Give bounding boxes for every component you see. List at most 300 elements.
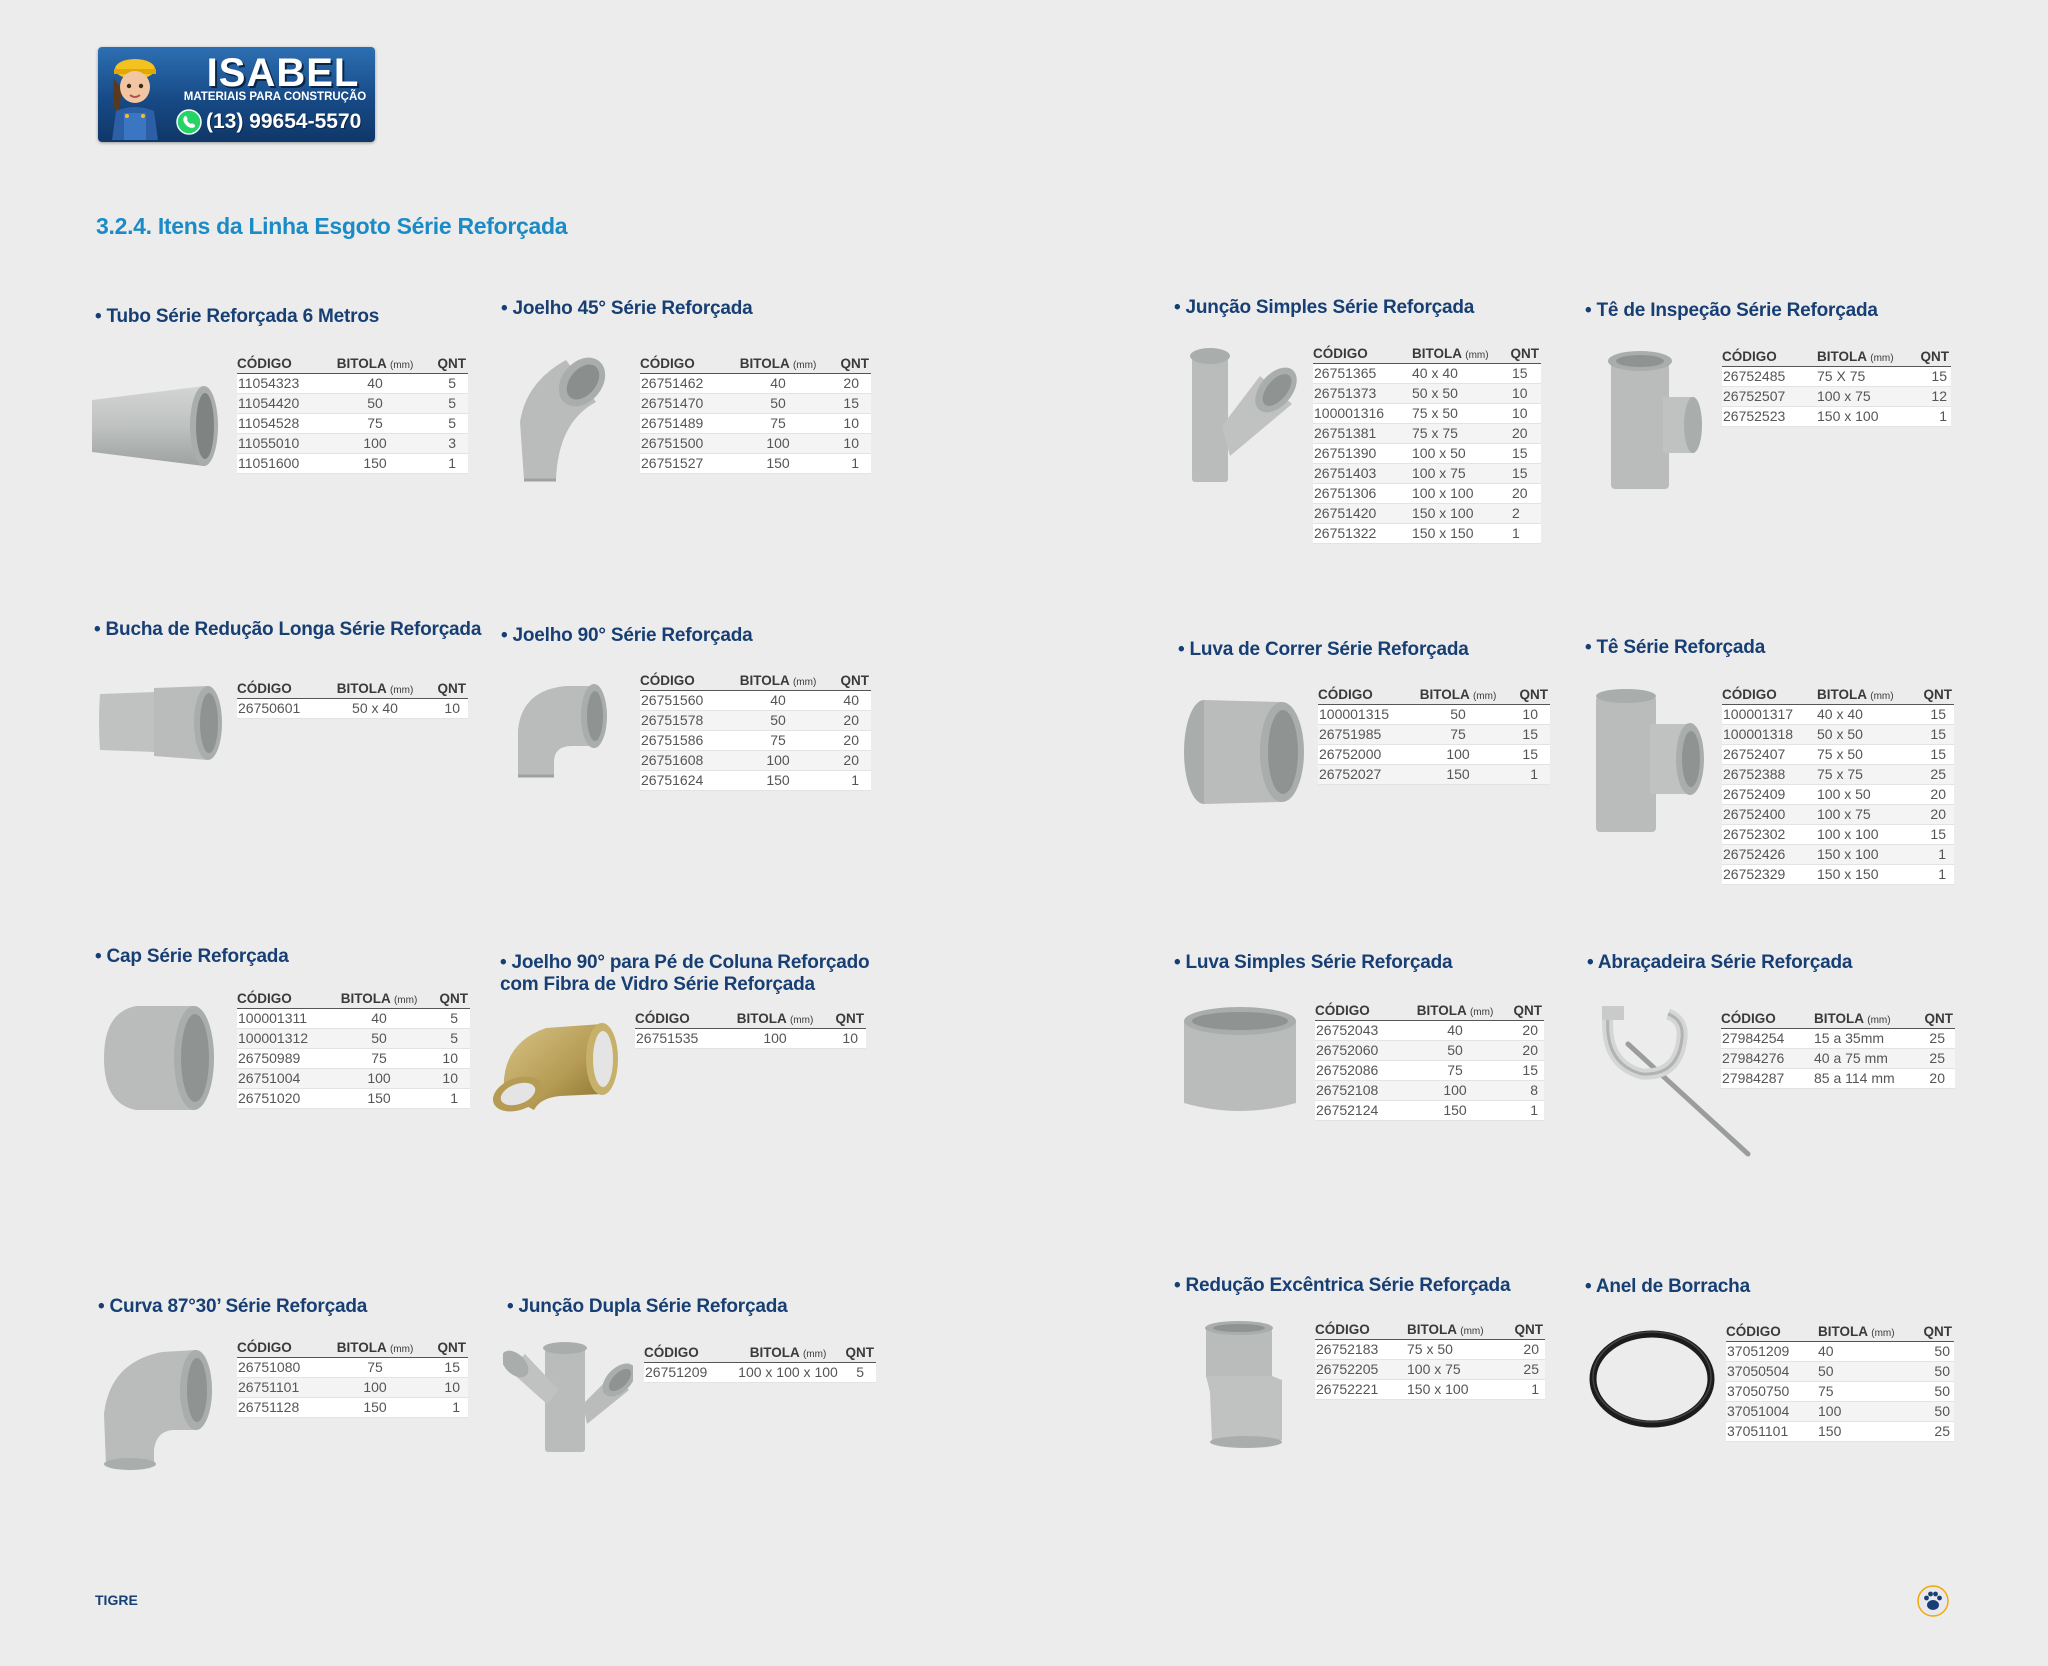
gauge-cell: 100 — [1818, 1402, 1914, 1422]
code-cell: 11054528 — [237, 414, 325, 434]
gauge-cell: 75 x 50 — [1412, 404, 1508, 424]
product-title-te: • Tê Série Reforçada — [1585, 637, 1766, 658]
col-code: CÓDIGO — [1721, 1010, 1814, 1029]
col-unit: (mm) — [1460, 1326, 1484, 1337]
code-cell: 26752086 — [1315, 1061, 1405, 1081]
spec-table — [640, 672, 871, 791]
qty-cell: 20 — [1505, 1041, 1544, 1061]
table-row — [640, 414, 871, 434]
gauge-cell: 50 — [325, 394, 425, 414]
col-unit: (mm) — [1870, 353, 1894, 364]
code-cell: 26751004 — [237, 1069, 331, 1089]
table-row — [1721, 1049, 1955, 1069]
table-row — [237, 414, 468, 434]
col-unit: (mm) — [1465, 350, 1489, 361]
product-title-curva: • Curva 87°30’ Série Reforçada — [98, 1296, 368, 1317]
spec-table — [1722, 348, 1951, 427]
gauge-cell: 150 x 150 — [1412, 524, 1508, 544]
code-cell: 26752409 — [1722, 785, 1817, 805]
code-cell: 26752485 — [1722, 367, 1817, 387]
gauge-cell: 50 x 40 — [325, 699, 425, 719]
col-qty: QNT — [844, 1344, 876, 1363]
gauge-cell: 150 — [1406, 765, 1510, 785]
gauge-cell: 150 x 100 — [1817, 407, 1915, 427]
gauge-cell: 75 x 50 — [1817, 745, 1915, 765]
table-row — [237, 454, 468, 474]
col-gauge: BITOLA — [739, 356, 790, 371]
table-row — [1722, 765, 1954, 785]
code-cell: 26752124 — [1315, 1101, 1405, 1121]
gauge-cell: 75 — [325, 1358, 425, 1378]
gauge-cell: 40 x 40 — [1412, 364, 1508, 384]
col-qty: QNT — [425, 1339, 468, 1358]
qty-cell: 1 — [425, 1398, 468, 1418]
table-row — [237, 394, 468, 414]
product-title-joelho-90: • Joelho 90° Série Reforçada — [501, 625, 753, 646]
qty-cell: 20 — [1508, 424, 1541, 444]
code-cell: 26751500 — [640, 434, 728, 454]
table-row — [1313, 424, 1541, 444]
product-title-juncao-simples: • Junção Simples Série Reforçada — [1174, 297, 1475, 318]
table-row — [1722, 805, 1954, 825]
qty-cell: 1 — [828, 454, 871, 474]
spec-table — [1726, 1323, 1954, 1442]
code-cell: 37051101 — [1726, 1422, 1818, 1442]
table-row — [640, 711, 871, 731]
gauge-cell: 75 X 75 — [1817, 367, 1915, 387]
slip-coupling-icon — [1182, 694, 1308, 810]
simple-coupling-icon — [1180, 1003, 1302, 1121]
qty-cell: 50 — [1914, 1362, 1954, 1382]
code-cell: 26750989 — [237, 1049, 331, 1069]
code-cell: 26752302 — [1722, 825, 1817, 845]
qty-cell: 20 — [1505, 1021, 1544, 1041]
gauge-cell: 75 — [1406, 725, 1510, 745]
table-row — [640, 454, 871, 474]
table-row — [1315, 1041, 1544, 1061]
table-row — [1726, 1402, 1954, 1422]
code-cell: 26751578 — [640, 711, 728, 731]
product-title-luva-simples: • Luva Simples Série Reforçada — [1174, 952, 1453, 973]
table-row — [1722, 745, 1954, 765]
gauge-cell: 100 — [1406, 745, 1510, 765]
col-code: CÓDIGO — [635, 1010, 727, 1029]
code-cell: 27984287 — [1721, 1069, 1814, 1089]
col-unit: (mm) — [802, 1349, 827, 1360]
qty-cell: 3 — [425, 434, 468, 454]
gauge-cell: 40 a 75 mm — [1814, 1049, 1918, 1069]
col-gauge: BITOLA — [1817, 349, 1867, 364]
tiger-paw-icon — [1917, 1585, 1949, 1617]
product-title-cap: • Cap Série Reforçada — [95, 946, 289, 967]
spec-table — [1318, 686, 1550, 785]
spec-table — [237, 1339, 468, 1418]
product-title-te-inspecao: • Tê de Inspeção Série Reforçada — [1585, 300, 1878, 321]
gauge-cell: 100 x 75 — [1817, 805, 1915, 825]
table-row — [237, 1069, 470, 1089]
qty-cell: 10 — [828, 414, 871, 434]
col-code: CÓDIGO — [1315, 1002, 1405, 1021]
gauge-cell: 150 — [325, 1398, 425, 1418]
qty-cell: 20 — [828, 711, 871, 731]
qty-cell: 10 — [425, 699, 468, 719]
qty-cell: 15 — [1915, 745, 1954, 765]
code-cell: 26752205 — [1315, 1360, 1407, 1380]
code-cell: 26751560 — [640, 691, 728, 711]
qty-cell: 15 — [1508, 464, 1541, 484]
spec-table — [644, 1344, 876, 1383]
qty-cell: 1 — [425, 454, 468, 474]
col-qty: QNT — [823, 1010, 866, 1029]
col-code: CÓDIGO — [1722, 686, 1817, 705]
qty-cell: 15 — [425, 1358, 468, 1378]
table-row — [1722, 865, 1954, 885]
table-row — [640, 394, 871, 414]
table-row — [237, 1049, 470, 1069]
gauge-cell: 100 — [728, 434, 828, 454]
qty-cell: 1 — [1915, 407, 1951, 427]
product-title-juncao-dupla: • Junção Dupla Série Reforçada — [507, 1296, 788, 1317]
table-row — [1313, 444, 1541, 464]
spec-table — [237, 990, 470, 1109]
code-cell: 37050504 — [1726, 1362, 1818, 1382]
code-cell: 100001312 — [237, 1029, 331, 1049]
col-unit: (mm) — [1871, 1328, 1895, 1339]
qty-cell: 2 — [1508, 504, 1541, 524]
gauge-cell: 100 — [728, 751, 828, 771]
col-unit: (mm) — [1469, 1007, 1494, 1018]
gauge-cell: 150 — [728, 771, 828, 791]
qty-cell: 5 — [425, 394, 468, 414]
gauge-cell: 150 — [1818, 1422, 1914, 1442]
qty-cell: 25 — [1918, 1029, 1955, 1049]
eccentric-reducer-icon — [1198, 1320, 1292, 1448]
table-row — [640, 731, 871, 751]
qty-cell: 5 — [844, 1363, 876, 1383]
code-cell: 26752388 — [1722, 765, 1817, 785]
tee-fitting-icon — [1590, 688, 1708, 836]
gauge-cell: 100 — [1405, 1081, 1505, 1101]
code-cell: 26752407 — [1722, 745, 1817, 765]
elbow-90-icon — [514, 680, 614, 780]
col-code: CÓDIGO — [237, 990, 331, 1009]
code-cell: 26751624 — [640, 771, 728, 791]
code-cell: 26750601 — [237, 699, 325, 719]
gauge-cell: 50 x 50 — [1817, 725, 1915, 745]
gauge-cell: 100 x 50 — [1412, 444, 1508, 464]
code-cell: 26752523 — [1722, 407, 1817, 427]
col-unit: (mm) — [792, 360, 817, 371]
reducer-bushing-icon — [96, 680, 230, 766]
col-unit: (mm) — [792, 677, 817, 688]
qty-cell: 10 — [823, 1029, 866, 1049]
qty-cell: 5 — [425, 374, 468, 394]
gauge-cell: 75 x 75 — [1412, 424, 1508, 444]
product-title-anel-borracha: • Anel de Borracha — [1585, 1276, 1750, 1297]
col-gauge: BITOLA — [736, 1011, 787, 1026]
gauge-cell: 100 — [325, 1378, 425, 1398]
table-row — [640, 751, 871, 771]
gauge-cell: 75 — [728, 414, 828, 434]
qty-cell: 20 — [1918, 1069, 1955, 1089]
gauge-cell: 40 — [1818, 1342, 1914, 1362]
spec-table — [1722, 686, 1954, 885]
gauge-cell: 100 x 100 — [1412, 484, 1508, 504]
gauge-cell: 100 x 50 — [1817, 785, 1915, 805]
col-qty: QNT — [1914, 1323, 1954, 1342]
section-title: 3.2.4. Itens da Linha Esgoto Série Reforçada — [96, 213, 568, 239]
code-cell: 26751128 — [237, 1398, 325, 1418]
code-cell: 26751365 — [1313, 364, 1412, 384]
table-row — [237, 1398, 468, 1418]
gauge-cell: 15 a 35mm — [1814, 1029, 1918, 1049]
table-row — [640, 771, 871, 791]
qty-cell: 1 — [1510, 765, 1550, 785]
col-gauge: BITOLA — [749, 1345, 800, 1360]
col-code: CÓDIGO — [1318, 686, 1406, 705]
table-row — [1726, 1382, 1954, 1402]
code-cell: 26751535 — [635, 1029, 727, 1049]
table-row — [1313, 464, 1541, 484]
gauge-cell: 50 — [728, 394, 828, 414]
product-title-joelho-pe-coluna: • Joelho 90° para Pé de Coluna Reforçado — [500, 952, 870, 973]
table-row — [237, 434, 468, 454]
code-cell: 26752000 — [1318, 745, 1406, 765]
table-row — [1726, 1342, 1954, 1362]
table-row — [1315, 1021, 1544, 1041]
gauge-cell: 75 x 50 — [1407, 1340, 1505, 1360]
gauge-cell: 50 — [1406, 705, 1510, 725]
gauge-cell: 150 x 100 — [1817, 845, 1915, 865]
gauge-cell: 150 — [331, 1089, 427, 1109]
col-code: CÓDIGO — [640, 672, 728, 691]
col-code: CÓDIGO — [237, 355, 325, 374]
table-row — [1721, 1069, 1955, 1089]
product-title-joelho-45: • Joelho 45° Série Reforçada — [501, 298, 753, 319]
qty-cell: 5 — [427, 1029, 470, 1049]
spec-table — [1315, 1321, 1545, 1400]
qty-cell: 50 — [1914, 1342, 1954, 1362]
spec-table — [237, 680, 468, 719]
qty-cell: 10 — [828, 434, 871, 454]
qty-cell: 15 — [828, 394, 871, 414]
gauge-cell: 100 — [727, 1029, 823, 1049]
col-gauge: BITOLA — [1817, 687, 1867, 702]
code-cell: 26751608 — [640, 751, 728, 771]
double-junction-icon — [503, 1340, 633, 1456]
code-cell: 37051209 — [1726, 1342, 1818, 1362]
col-gauge: BITOLA — [739, 673, 790, 688]
gauge-cell: 150 x 100 — [1412, 504, 1508, 524]
y-junction-icon — [1182, 346, 1298, 486]
table-row — [1318, 725, 1550, 745]
code-cell: 11051600 — [237, 454, 325, 474]
table-row — [1313, 364, 1541, 384]
code-cell: 26751322 — [1313, 524, 1412, 544]
gauge-cell: 75 — [331, 1049, 427, 1069]
col-unit: (mm) — [389, 1344, 414, 1355]
col-qty: QNT — [427, 990, 470, 1009]
col-gauge: BITOLA — [1416, 1003, 1467, 1018]
col-qty: QNT — [1918, 1010, 1955, 1029]
elbow-45-icon — [516, 352, 611, 484]
qty-cell: 12 — [1915, 387, 1951, 407]
col-gauge: BITOLA — [1412, 346, 1462, 361]
table-row — [1726, 1362, 1954, 1382]
gauge-cell: 40 — [331, 1009, 427, 1029]
col-qty: QNT — [1505, 1002, 1544, 1021]
qty-cell: 5 — [425, 414, 468, 434]
qty-cell: 15 — [1505, 1061, 1544, 1081]
gauge-cell: 100 x 75 — [1412, 464, 1508, 484]
col-code: CÓDIGO — [644, 1344, 732, 1363]
table-row — [1722, 407, 1951, 427]
col-code: CÓDIGO — [237, 680, 325, 699]
qty-cell: 50 — [1914, 1382, 1954, 1402]
col-code: CÓDIGO — [640, 355, 728, 374]
qty-cell: 20 — [1505, 1340, 1545, 1360]
gauge-cell: 50 — [1818, 1362, 1914, 1382]
qty-cell: 1 — [427, 1089, 470, 1109]
gauge-cell: 50 — [331, 1029, 427, 1049]
code-cell: 100001311 — [237, 1009, 331, 1029]
table-row — [1318, 765, 1550, 785]
table-row — [1315, 1340, 1545, 1360]
pipe-cap-icon — [102, 1000, 218, 1116]
gauge-cell: 40 — [728, 691, 828, 711]
col-qty: QNT — [425, 680, 468, 699]
table-row — [1722, 387, 1951, 407]
spec-table — [1313, 345, 1541, 544]
store-tagline: MATERIAIS PARA CONSTRUÇÃO — [183, 91, 367, 103]
col-code: CÓDIGO — [1722, 348, 1817, 367]
spec-table — [237, 355, 468, 474]
curve-fitting-icon — [100, 1342, 222, 1470]
qty-cell: 10 — [427, 1069, 470, 1089]
code-cell: 26752507 — [1722, 387, 1817, 407]
qty-cell: 15 — [1508, 444, 1541, 464]
col-code: CÓDIGO — [1313, 345, 1412, 364]
col-gauge: BITOLA — [1814, 1011, 1864, 1026]
product-title-bucha-reducao: • Bucha de Redução Longa Série Reforçada — [94, 619, 482, 640]
gauge-cell: 75 — [728, 731, 828, 751]
code-cell: 26751586 — [640, 731, 728, 751]
qty-cell: 1 — [1505, 1101, 1544, 1121]
product-title-tubo: • Tubo Série Reforçada 6 Metros — [95, 306, 380, 327]
table-row — [237, 1358, 468, 1378]
gauge-cell: 100 — [331, 1069, 427, 1089]
code-cell: 26752221 — [1315, 1380, 1407, 1400]
code-cell: 26751462 — [640, 374, 728, 394]
gauge-cell: 100 x 100 x 100 — [732, 1363, 844, 1383]
gauge-cell: 75 x 75 — [1817, 765, 1915, 785]
col-gauge: BITOLA — [1407, 1322, 1457, 1337]
gauge-cell: 50 — [728, 711, 828, 731]
table-row — [644, 1363, 876, 1383]
store-name: ISABEL — [206, 51, 360, 95]
qty-cell: 15 — [1508, 364, 1541, 384]
table-row — [1722, 725, 1954, 745]
spec-table — [1315, 1002, 1544, 1121]
col-unit: (mm) — [789, 1015, 814, 1026]
store-logo — [98, 47, 375, 142]
col-gauge: BITOLA — [336, 681, 387, 696]
code-cell: 26751420 — [1313, 504, 1412, 524]
spec-table — [640, 355, 871, 474]
gauge-cell: 40 x 40 — [1817, 705, 1915, 725]
table-row — [640, 691, 871, 711]
table-row — [1315, 1380, 1545, 1400]
product-title-abracadeira: • Abraçadeira Série Reforçada — [1587, 952, 1853, 973]
qty-cell: 15 — [1510, 745, 1550, 765]
table-row — [1313, 384, 1541, 404]
qty-cell: 15 — [1915, 825, 1954, 845]
table-row — [237, 1378, 468, 1398]
code-cell: 26751489 — [640, 414, 728, 434]
qty-cell: 5 — [427, 1009, 470, 1029]
col-gauge: BITOLA — [1419, 687, 1470, 702]
product-title-reducao-excentrica: • Redução Excêntrica Série Reforçada — [1174, 1275, 1511, 1296]
qty-cell: 20 — [1508, 484, 1541, 504]
code-cell: 26752043 — [1315, 1021, 1405, 1041]
gauge-cell: 75 — [1405, 1061, 1505, 1081]
table-row — [1318, 745, 1550, 765]
qty-cell: 25 — [1505, 1360, 1545, 1380]
qty-cell: 20 — [828, 731, 871, 751]
code-cell: 100001316 — [1313, 404, 1412, 424]
table-row — [237, 1089, 470, 1109]
inspection-tee-icon — [1603, 349, 1705, 493]
gauge-cell: 100 — [325, 434, 425, 454]
worker-avatar-icon — [100, 49, 170, 140]
col-qty: QNT — [1508, 345, 1541, 364]
gauge-cell: 40 — [728, 374, 828, 394]
rubber-ring-icon — [1588, 1328, 1716, 1430]
qty-cell: 8 — [1505, 1081, 1544, 1101]
qty-cell: 25 — [1918, 1049, 1955, 1069]
qty-cell: 20 — [1915, 785, 1954, 805]
col-code: CÓDIGO — [1726, 1323, 1818, 1342]
code-cell: 26751373 — [1313, 384, 1412, 404]
product-title-luva-correr: • Luva de Correr Série Reforçada — [1178, 639, 1469, 660]
table-row — [1315, 1101, 1544, 1121]
col-qty: QNT — [1505, 1321, 1545, 1340]
code-cell: 26751527 — [640, 454, 728, 474]
qty-cell: 10 — [1508, 384, 1541, 404]
qty-cell: 20 — [828, 751, 871, 771]
code-cell: 26752108 — [1315, 1081, 1405, 1101]
qty-cell: 1 — [1915, 845, 1954, 865]
col-unit: (mm) — [1867, 1015, 1891, 1026]
gauge-cell: 150 — [1405, 1101, 1505, 1121]
table-row — [1722, 845, 1954, 865]
code-cell: 26752329 — [1722, 865, 1817, 885]
qty-cell: 10 — [1508, 404, 1541, 424]
fiberglass-elbow-icon — [490, 1014, 626, 1114]
code-cell: 26751101 — [237, 1378, 325, 1398]
gauge-cell: 40 — [1405, 1021, 1505, 1041]
phone-contact — [176, 108, 361, 136]
table-row — [1726, 1422, 1954, 1442]
table-row — [1313, 404, 1541, 424]
code-cell: 26752060 — [1315, 1041, 1405, 1061]
table-row — [1313, 504, 1541, 524]
gauge-cell: 150 x 100 — [1407, 1380, 1505, 1400]
code-cell: 100001318 — [1722, 725, 1817, 745]
code-cell: 26751209 — [644, 1363, 732, 1383]
qty-cell: 25 — [1915, 765, 1954, 785]
code-cell: 26752183 — [1315, 1340, 1407, 1360]
